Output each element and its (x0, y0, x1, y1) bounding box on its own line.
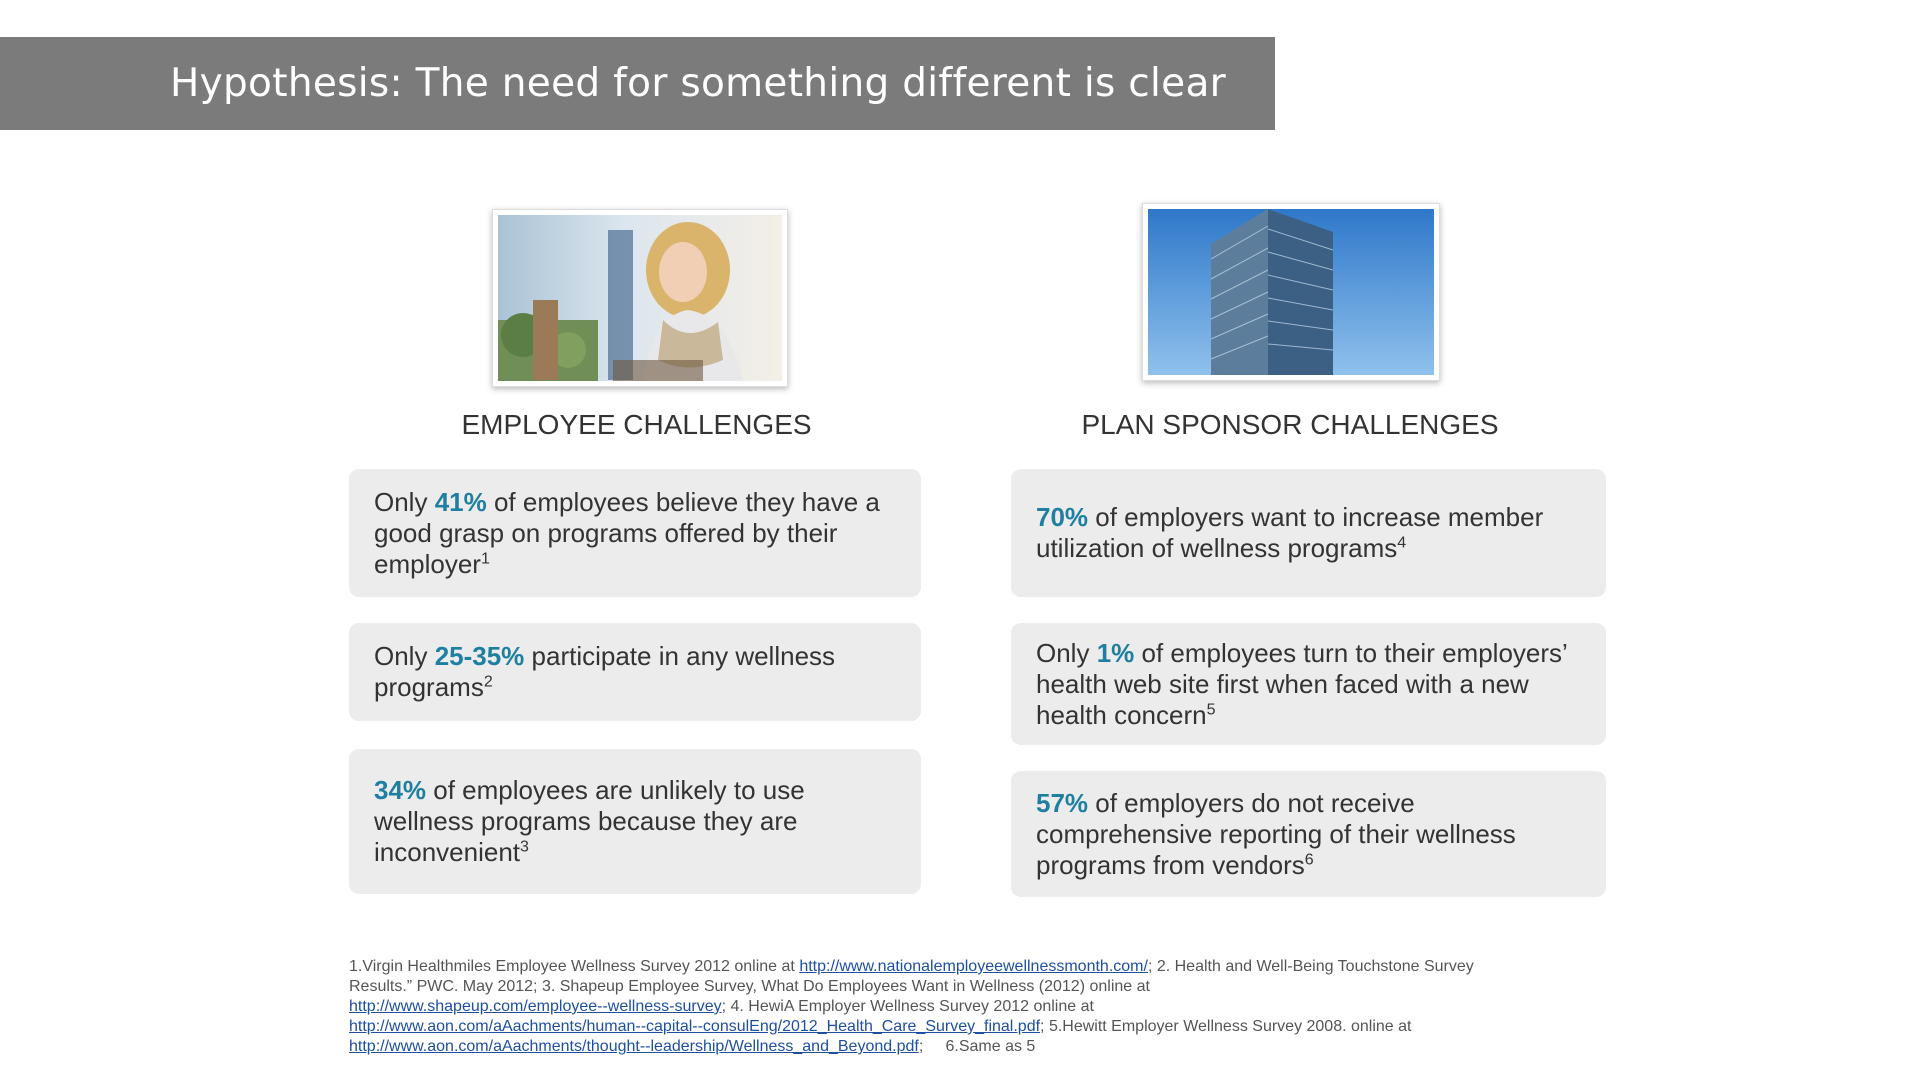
card-text: 34% of employees are unlikely to use wellness programs because they are inconvenient$^3$ (374, 775, 805, 867)
card-text: Only 25-35% participate in any wellness programs$^2$ (374, 641, 836, 702)
stat-value: 25-35% (434, 641, 525, 671)
stat-value: 1% (1096, 637, 1135, 668)
stat-value: 57% (1036, 787, 1089, 818)
card-text: 57% of employers do not receive comprehensive reporting of their wellness programs from vendors$^6$ (1036, 787, 1516, 880)
woman-photo-icon (492, 209, 788, 387)
employee-challenge-card (349, 749, 921, 894)
footnote-link-1[interactable]: http://www.nationalemployeewellnessmonth.com/ (799, 958, 1148, 975)
footnotes: 1.Virgin Healthmiles Employee Wellness Survey 2012 online at http://www.nationalemployeewellnessmonth.com/; 2. Health and Well-Being Touchstone Survey Results.” PWC. May 2012; 3. Shapeup Employee Survey, What Do Employees Want in Wellness (2012) online at http://www.shapeup.com/employee--wellness-survey; 4. HewiA Employer Wellness Survey 2012 online at http://www.aon.com/aAachments/human--capital--consulEng/2012_Health_Care_Survey_final.pdf; 5.Hewitt Employer Wellness Survey 2008. online at http://www.aon.com/aAachments/thought--leadership/Wellness_and_Beyond.pdf; 6.Same as 5 (349, 958, 1474, 1055)
title-bar (0, 37, 1275, 130)
card-text: 70% of employers want to increase member utilization of wellness programs$^4$ (1036, 502, 1544, 563)
stat-value: 41% (434, 486, 487, 517)
footnote-ref: 5 (1206, 700, 1216, 718)
card-text: Only 41% of employees believe they have a good grasp on programs offered by their employer$^1$ (374, 486, 880, 579)
card-text: Only 1% of employees turn to their employers’ health web site first when faced with a new health concern$^5$ (1036, 637, 1567, 730)
footnote-link-2[interactable]: http://www.shapeup.com/employee--wellness-survey (349, 998, 722, 1015)
sponsor-challenge-card (1011, 623, 1606, 745)
footnote-ref: 3 (520, 838, 529, 856)
footnote-ref: 1 (480, 549, 490, 567)
footnote-link-3[interactable]: http://www.aon.com/aAachments/human--capital--consulEng/2012_Health_Care_Survey_final.pdf (349, 1018, 1041, 1035)
office-building-photo-icon (1142, 203, 1440, 381)
footnote-link-4[interactable]: http://www.aon.com/aAachments/thought--leadership/Wellness_and_Beyond.pdf (349, 1038, 919, 1055)
sponsor-challenge-card (1011, 771, 1606, 897)
sponsor-challenge-card (1011, 469, 1606, 597)
employee-challenges-heading: EMPLOYEE CHALLENGES (461, 409, 812, 440)
stat-value: 70% (1036, 502, 1089, 532)
page-title: Hypothesis: The need for something different is clear (170, 61, 1227, 106)
employee-challenge-card (349, 469, 921, 597)
plan-sponsor-challenges-heading: PLAN SPONSOR CHALLENGES (1081, 409, 1499, 440)
employee-challenge-card (349, 623, 921, 721)
footnote-ref: 4 (1397, 534, 1407, 552)
footnote-ref: 2 (483, 673, 493, 691)
footnote-ref: 6 (1304, 850, 1314, 868)
stat-value: 34% (374, 775, 427, 805)
